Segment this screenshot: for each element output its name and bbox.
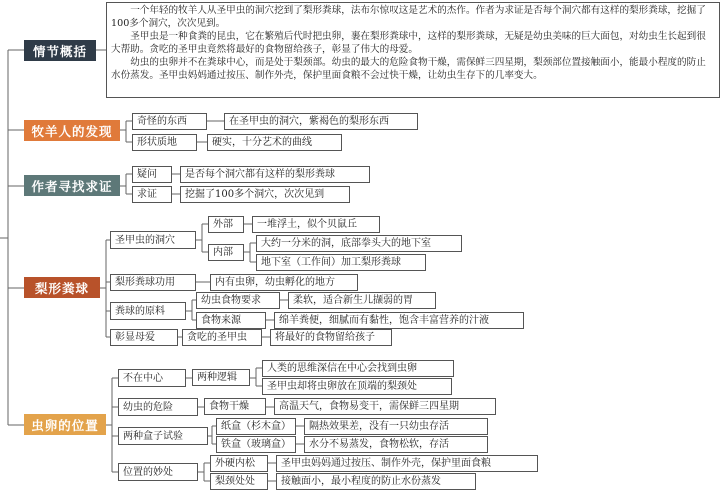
node-beetle-logic[interactable]: 圣甲虫却将虫卵放在顶端的梨颈处 xyxy=(262,378,452,395)
plot-summary-box xyxy=(106,2,720,98)
node-larva-food-need[interactable]: 幼虫食物要求 xyxy=(196,292,280,309)
node-burrow-outer[interactable]: 外部 xyxy=(208,216,244,233)
node-larva-danger-detail[interactable]: 高温天气，食物易变干，需保鲜三四星期 xyxy=(274,398,496,415)
node-burrow-inner-detail[interactable]: 大约一分米的洞，底部拳头大的地下室 xyxy=(256,235,462,252)
node-iron-box[interactable]: 铁盒（玻璃盒） xyxy=(216,436,296,453)
node-question[interactable]: 疑问 xyxy=(132,166,172,183)
node-not-center[interactable]: 不在中心 xyxy=(118,369,186,387)
node-shape-texture-detail[interactable]: 硬实，十分艺术的曲线 xyxy=(207,134,342,151)
node-mother-love-detail[interactable]: 将最好的食物留给孩子 xyxy=(270,329,392,346)
node-ball-function[interactable]: 梨形粪球功用 xyxy=(110,274,196,291)
branch-plot-summary[interactable] xyxy=(24,40,96,61)
node-paper-box[interactable]: 纸盒（杉木盒） xyxy=(216,418,296,435)
branch-ball-label: 梨形粪球 xyxy=(34,280,89,296)
branch-egg-label: 虫卵的位置 xyxy=(31,417,99,433)
node-food-source[interactable]: 食物来源 xyxy=(196,312,266,329)
node-larva-food-need-detail[interactable]: 柔软，适合新生儿撷弱的胃 xyxy=(288,292,436,309)
node-food-drying[interactable]: 食物干燥 xyxy=(204,398,266,415)
node-ball-material[interactable]: 粪球的原料 xyxy=(110,302,186,320)
node-human-logic[interactable]: 人类的思维深信在中心会找到虫卵 xyxy=(262,360,454,377)
node-verify[interactable]: 求证 xyxy=(132,186,172,203)
summary-paragraph: 圣甲虫是一种食粪的昆虫，它在繁殖后代时把虫卵，裹在梨形粪球中，这样的梨形粪球，无疑是幼虫美味的巨大面包，对幼虫生长起到很大帮助。贪吃的圣甲虫竟然将最好的食物留给孩子，彰显了伟大的母爱。 xyxy=(111,31,706,55)
node-position-advantage[interactable]: 位置的妙处 xyxy=(118,463,198,481)
branch-discovery-label: 牧羊人的发现 xyxy=(31,123,113,139)
node-hard-outside-detail[interactable]: 圣甲虫妈妈通过按压、制作外壳，保护里面食粮 xyxy=(276,455,538,472)
branch-plot-label: 情节概括 xyxy=(32,43,87,59)
node-burrow[interactable]: 圣甲虫的洞穴 xyxy=(110,231,196,249)
node-burrow-inner-detail[interactable]: 地下室（工作间）加工梨形粪球 xyxy=(256,254,426,271)
node-larva-danger[interactable]: 幼虫的危险 xyxy=(118,398,198,416)
branch-shepherd-discovery[interactable] xyxy=(24,120,120,141)
node-greedy-beetle[interactable]: 贪吃的圣甲虫 xyxy=(182,329,262,346)
summary-paragraph: 一个年轻的牧羊人从圣甲虫的洞穴挖到了梨形粪球，法布尔惊叹这是艺术的杰作。作者为求证是否每个洞穴都有这样的梨形粪球，挖掘了100多个洞穴，次次见到。 xyxy=(111,5,706,29)
branch-egg-position[interactable] xyxy=(24,414,106,435)
node-shape-texture[interactable]: 形状质地 xyxy=(132,134,197,151)
node-mother-love[interactable]: 彰显母爱 xyxy=(110,329,178,346)
branch-verify-label: 作者寻找求证 xyxy=(31,178,113,194)
summary-paragraph: 幼虫的虫卵并不在粪球中心，而是处于梨颈部。幼虫的最大的危险食物干燥，需保鲜三四星期，梨颈部位置接触面小，能最小程度的防止水份蒸发。圣甲虫妈妈通过按压、制作外壳，保护里面食粮不会过快干燥，让幼虫生存下的几率变大。 xyxy=(111,57,706,81)
node-box-experiment[interactable]: 两种盒子试验 xyxy=(118,427,208,445)
node-two-logics[interactable]: 两种逻辑 xyxy=(192,369,250,386)
node-strange-thing-detail[interactable]: 在圣甲虫的洞穴，紫褐色的梨形东西 xyxy=(224,113,418,130)
branch-author-verify[interactable] xyxy=(24,175,120,196)
node-burrow-inner[interactable]: 内部 xyxy=(208,244,244,261)
node-pear-neck[interactable]: 梨颈处处 xyxy=(210,473,268,490)
node-iron-box-detail[interactable]: 水分不易蒸发，食物松软，存活 xyxy=(304,436,488,453)
branch-pear-ball[interactable] xyxy=(24,277,100,298)
node-verify-detail[interactable]: 挖掘了100多个洞穴，次次见到 xyxy=(180,186,350,203)
node-pear-neck-detail[interactable]: 接触面小，最小程度的防止水份蒸发 xyxy=(276,473,476,490)
node-ball-function-detail[interactable]: 内有虫卵，幼虫孵化的地方 xyxy=(210,274,358,291)
node-burrow-outer-detail[interactable]: 一堆浮土，似个贝鼠丘 xyxy=(252,216,380,233)
node-question-detail[interactable]: 是否每个洞穴都有这样的梨形粪球 xyxy=(180,166,370,183)
node-paper-box-detail[interactable]: 隔热效果差，没有一只幼虫存活 xyxy=(304,418,488,435)
node-hard-outside[interactable]: 外硬内松 xyxy=(210,455,268,472)
node-food-source-detail[interactable]: 绵羊粪便，细腻而有黏性，饱含丰富营养的汁液 xyxy=(274,312,524,329)
node-strange-thing[interactable]: 奇怪的东西 xyxy=(132,113,207,130)
